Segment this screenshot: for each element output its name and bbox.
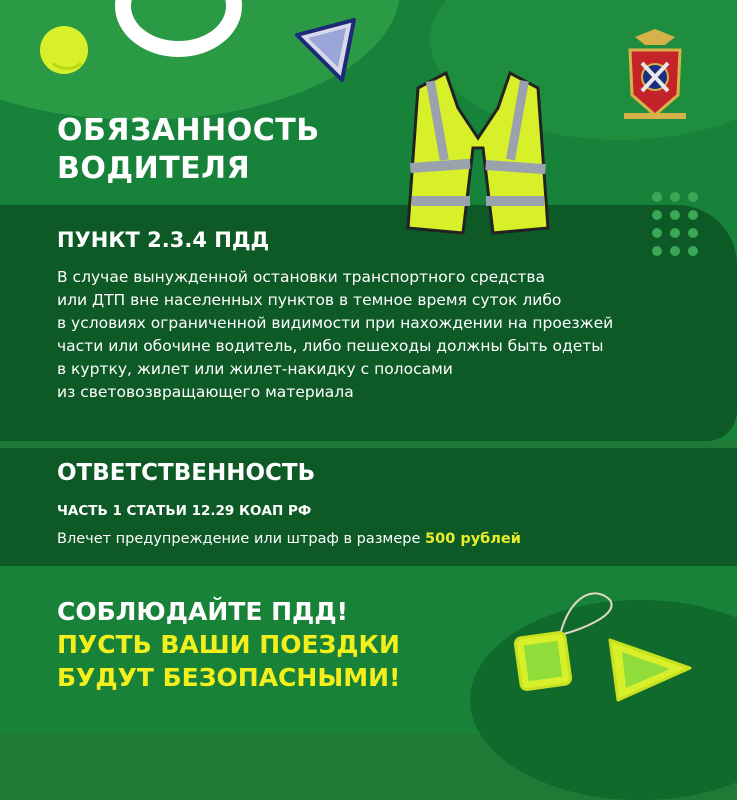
responsibility-text bbox=[57, 531, 521, 547]
rule-text bbox=[57, 266, 707, 404]
page-title bbox=[57, 112, 320, 188]
title-line-1: ОБЯЗАННОСТЬ bbox=[57, 113, 320, 148]
title-line-2: ВОДИТЕЛЯ bbox=[57, 151, 251, 186]
rule-line: части или обочине водитель, либо пешеходы должны быть одеты bbox=[57, 337, 604, 355]
responsibility-text-prefix: Влечет предупреждение или штраф в размере bbox=[57, 531, 426, 547]
rule-line: В случае вынужденной остановки транспортного средства bbox=[57, 268, 546, 286]
cta-line-1: СОБЛЮДАЙТЕ ПДД! bbox=[57, 597, 348, 626]
blue-triangle-reflector-icon bbox=[292, 15, 362, 85]
fine-amount: 500 рублей bbox=[425, 531, 521, 547]
responsibility-title: ОТВЕТСТВЕННОСТЬ bbox=[57, 460, 316, 486]
rule-line: в куртку, жилет или жилет-накидку с полосами bbox=[57, 360, 453, 378]
rule-line: в условиях ограниченной видимости при нахождении на проезжей bbox=[57, 314, 614, 332]
cta-line-3: БУДУТ БЕЗОПАСНЫМИ! bbox=[57, 663, 401, 692]
rule-line: из световозвращающего материала bbox=[57, 383, 354, 401]
dots-decoration bbox=[652, 192, 698, 256]
rule-line: или ДТП вне населенных пунктов в темное время суток либо bbox=[57, 291, 562, 309]
reflective-vest-icon bbox=[398, 68, 558, 238]
responsibility-article: ЧАСТЬ 1 СТАТЬИ 12.29 КОАП РФ bbox=[57, 503, 312, 519]
rule-subtitle: ПУНКТ 2.3.4 ПДД bbox=[57, 228, 270, 252]
reflector-pendant-icon bbox=[500, 580, 700, 710]
cta-line-2: ПУСТЬ ВАШИ ПОЕЗДКИ bbox=[57, 630, 400, 659]
tennis-ball-icon bbox=[40, 26, 88, 74]
police-emblem-icon bbox=[620, 25, 690, 125]
